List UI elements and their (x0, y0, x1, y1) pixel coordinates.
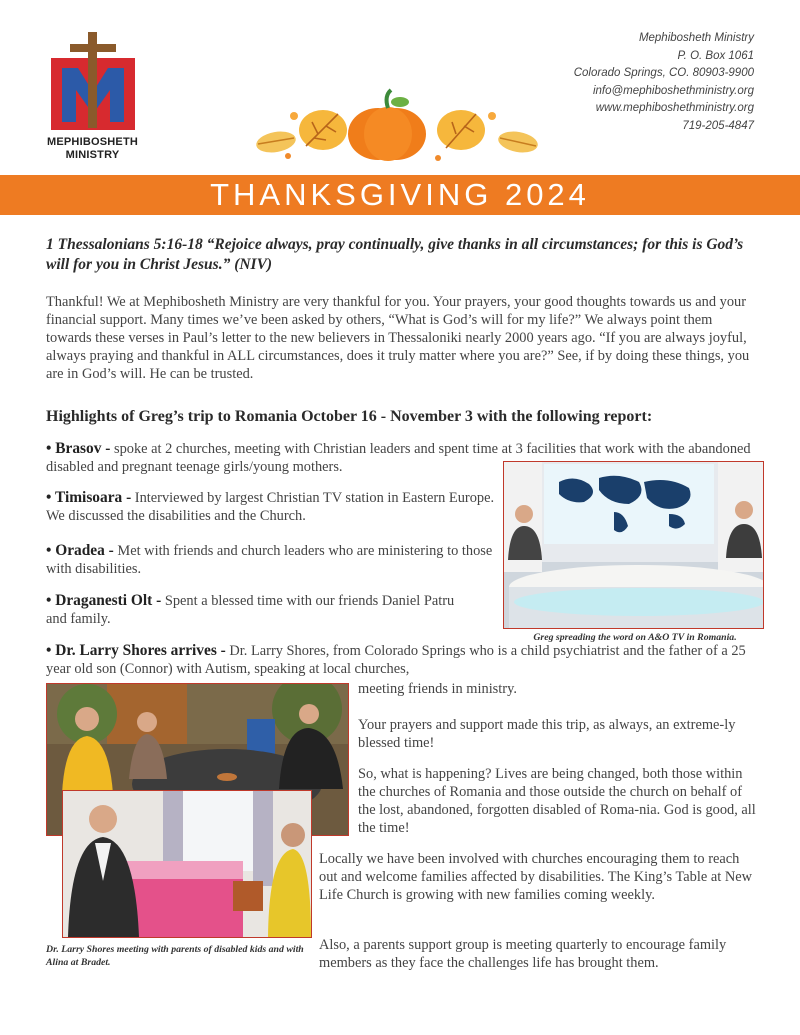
item-draganesti-name: • Draganesti Olt - (46, 592, 162, 609)
intro-paragraph: Thankful! We at Mephibosheth Ministry are very thankful for you. Your prayers, your good thoughts towards us and your financial support. Many times we’ve been asked by others, “What is God’s will for my life?” We always point them towards these verses in Paul’s letter to the new believers in Thessaloniki nearly 2000 years ago. “If you are always joyful, always praying and thankful in ALL circumstances, does it truly matter where you are?” See, if by doing these things, you are in God’s will. He can be trusted. (46, 294, 750, 382)
newsletter-title: THANKSGIVING 2024 (210, 177, 590, 212)
item-larry-name: • Dr. Larry Shores arrives - (46, 642, 226, 659)
item-timisoara-text: Interviewed by largest Christian TV station in Eastern Europe. We discussed the disabilities and the Church. (46, 490, 495, 524)
indoor-meeting-image (63, 791, 311, 937)
contact-phone: 719-205-4847 (682, 119, 754, 132)
contact-po-box: P. O. Box 1061 (677, 49, 754, 62)
item-timisoara-name: • Timisoara - (46, 489, 132, 506)
item-draganesti (46, 592, 476, 628)
pumpkin-leaves-illustration (248, 86, 548, 166)
logo-text: MEPHIBOSHETH MINISTRY (46, 136, 139, 161)
whats-happening-paragraph: So, what is happening? Lives are being changed, both those within the churches of Romania and those outside the church on behalf of the lost, abandoned, forgotten disabled of Roma-nia. God is good, all the time! (358, 766, 756, 836)
item-oradea-name: • Oradea - (46, 542, 114, 559)
locally-paragraph: Locally we have been involved with churches encouraging them to reach out and welcome families affected by disabilities. The King’s Table at New Life Church is growing with new families coming weekly. (319, 851, 752, 903)
contact-block (574, 30, 754, 135)
item-larry-continued: meeting friends in ministry. (358, 681, 517, 697)
contact-city: Colorado Springs, CO. 80903-9900 (573, 67, 754, 79)
support-group-paragraph: Also, a parents support group is meeting quarterly to encourage family members as they face the challenges life has brought them. (319, 937, 727, 971)
tv-studio-image (504, 462, 763, 628)
indoor-meeting-photo (62, 790, 312, 938)
tv-studio-photo (503, 461, 764, 629)
item-timisoara (46, 489, 496, 525)
scripture-quote: 1 Thessalonians 5:16-18 “Rejoice always, pray continually, give thanks in all circumstances; for this is God’s will for you in Christ Jesus.” (NIV) (46, 236, 744, 273)
item-oradea (46, 542, 501, 578)
prayers-paragraph: Your prayers and support made this trip, as always, an extreme-ly blessed time! (358, 717, 736, 751)
contact-name: Mephibosheth Ministry (638, 32, 754, 44)
item-larry-shores (46, 642, 756, 678)
item-brasov-name: • Brasov - (46, 440, 111, 457)
item-larry-text: Dr. Larry Shores, from Colorado Springs who is a child psychiatrist and the father of a 25 year old son (Connor) with Autism, speaking at local churches, (46, 643, 746, 677)
contact-email[interactable]: info@mephiboshethministry.org (592, 84, 754, 97)
item-draganesti-text: Spent a blessed time with our friends Daniel Patru and family. (46, 593, 455, 627)
contact-website[interactable]: www.mephiboshethministry.org (595, 102, 754, 114)
tv-photo-caption: Greg spreading the word on A&O TV in Romania. (533, 632, 737, 643)
highlights-heading: Highlights of Greg’s trip to Romania October 16 - November 3 with the following report: (46, 408, 653, 425)
bradet-photo-caption: Dr. Larry Shores meeting with parents of disabled kids and with Alina at Bradet. (46, 944, 304, 968)
item-oradea-text: Met with friends and church leaders who are ministering to those with disabilities. (46, 543, 493, 577)
item-brasov-text: spoke at 2 churches, meeting with Christian leaders and spent time at 3 facilities that work with the abandoned disabled and pregnant teenage girls/young mothers. (46, 441, 751, 475)
